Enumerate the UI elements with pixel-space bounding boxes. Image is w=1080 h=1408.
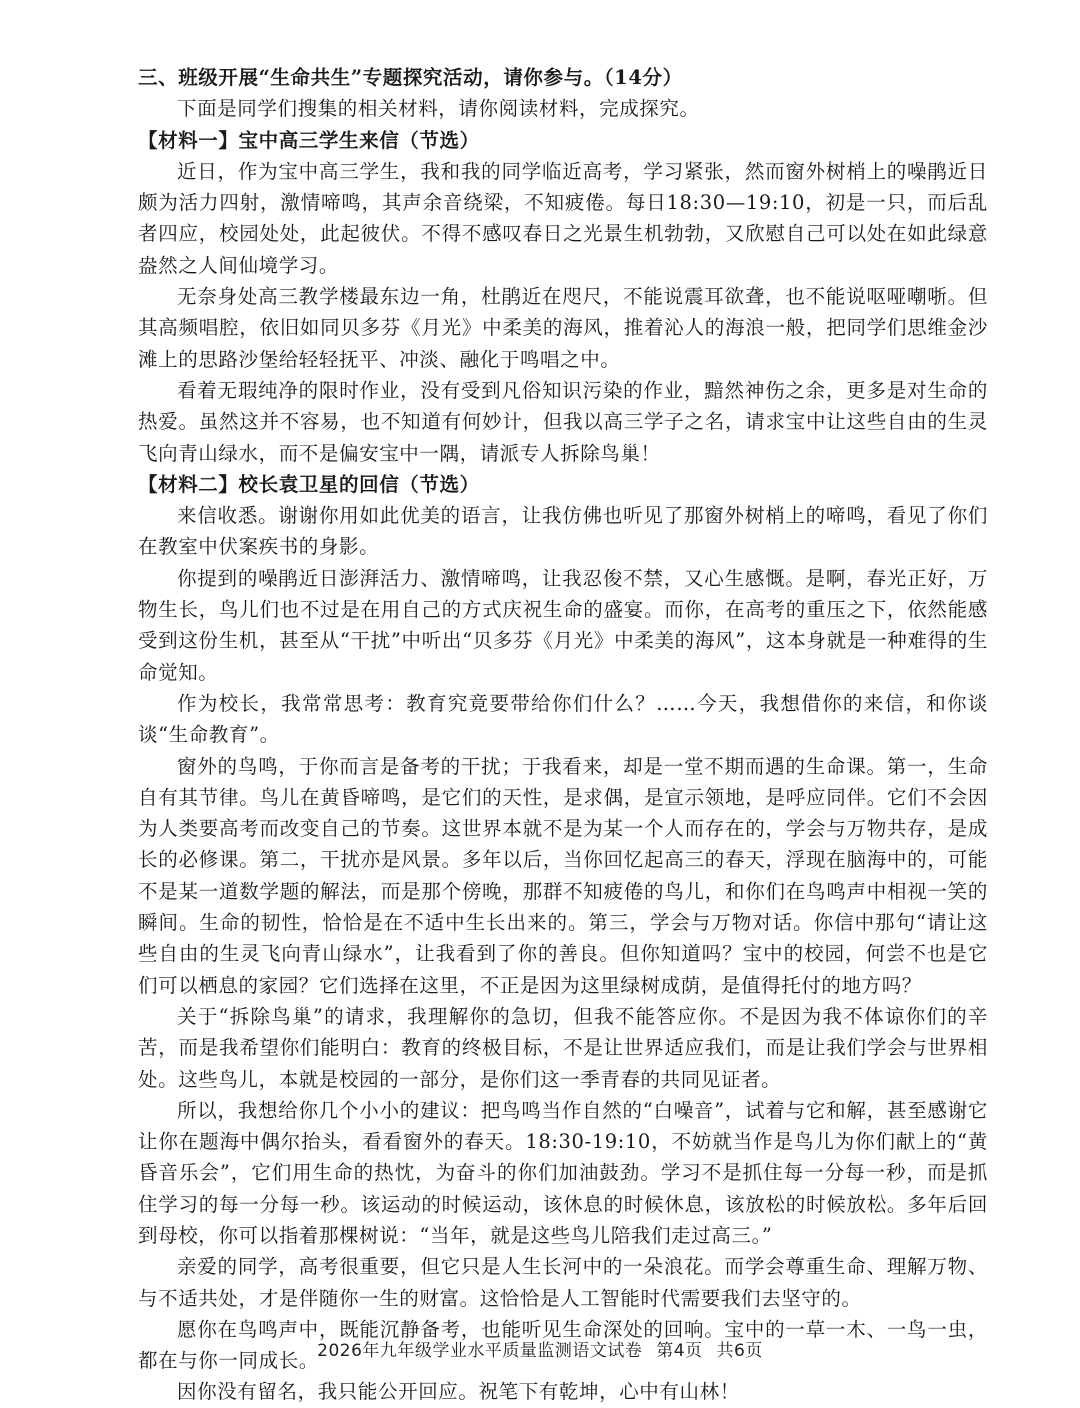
material-one-paragraph: 近日，作为宝中高三学生，我和我的同学临近高考，学习紧张，然而窗外树梢上的噪鹃近日颇为活力四射，激情啼鸣，其声余音绕梁，不知疲倦。每日18:30—19:10，初是一只，而后乱者四应，校园处处，此起彼伏。不得不感叹春日之光景生机勃勃，又欣慰自己可以处在如此绿意盎然之人间仙境学习。 <box>138 159 988 277</box>
page-total: 共6页 <box>716 1341 763 1361</box>
section-intro: 下面是同学们搜集的相关材料，请你阅读材料，完成探究。 <box>177 97 700 121</box>
material-one-paragraph: 看着无瑕纯净的限时作业，没有受到凡俗知识污染的作业，黯然神伤之余，更多是对生命的热爱。虽然这并不容易，也不知道有何妙计，但我以高三学子之名，请求宝中让这些自由的生灵飞向青山绿水，而不是偏安宝中一隅，请派专人拆除鸟巢！ <box>138 378 988 465</box>
material-two-paragraph: 因你没有留名，我只能公开回应。祝笔下有乾坤，心中有山林！ <box>177 1380 740 1404</box>
page-footer <box>0 1336 1080 1361</box>
material-two-title: 【材料二】校长袁卫星的回信（节选） <box>138 472 480 496</box>
page-number: 第4页 <box>656 1341 703 1361</box>
material-two-paragraph: 亲爱的同学，高考很重要，但它只是人生长河中的一朵浪花。而学会尊重生命、理解万物、与不适共处，才是伴随你一生的财富。这恰恰是人工智能时代需要我们去坚守的。 <box>138 1255 988 1310</box>
section-heading: 三、班级开展“生命共生”专题探究活动，请你参与。（14分） <box>138 66 683 89</box>
material-two-paragraph: 来信收悉。谢谢你用如此优美的语言，让我仿佛也听见了那窗外树梢上的啼鸣，看见了你们在教室中伏案疾书的身影。 <box>138 504 988 559</box>
material-two-paragraph: 窗外的鸟鸣，于你而言是备考的干扰；于我看来，却是一堂不期而遇的生命课。第一，生命自有其节律。鸟儿在黄昏啼鸣，是它们的天性，是求偶，是宣示领地，是呼应同伴。它们不会因为人类要高考而改变自己的节奏。这世界本就不是为某一个人而存在的，学会与万物共存，是成长的必修课。第二，干扰亦是风景。多年以后，当你回忆起高三的春天，浮现在脑海中的，可能不是某一道数学题的解法，而是那个傍晚，那群不知疲倦的鸟儿，和你们在鸟鸣声中相视一笑的瞬间。生命的韧性，恰恰是在不适中生长出来的。第三，学会与万物对话。你信中那句“请让这些自由的生灵飞向青山绿水”，让我看到了你的善良。但你知道吗？宝中的校园，何尝不也是它们可以栖息的家园？它们选择在这里，不正是因为这里绿树成荫，是值得托付的地方吗？ <box>138 754 988 997</box>
material-two-paragraph: 关于“拆除鸟巢”的请求，我理解你的急切，但我不能答应你。不是因为我不体谅你们的辛苦，而是我希望你们能明白：教育的终极目标，不是让世界适应我们，而是让我们学会与世界相处。这些鸟儿，本就是校园的一部分，是你们这一季青春的共同见证者。 <box>138 1004 988 1091</box>
material-two-paragraph: 作为校长，我常常思考：教育究竟要带给你们什么？……今天，我想借你的来信，和你谈谈“生命教育”。 <box>138 691 988 747</box>
material-one-title: 【材料一】宝中高三学生来信（节选） <box>138 128 480 152</box>
material-two-paragraph: 你提到的噪鹃近日澎湃活力、激情啼鸣，让我忍俊不禁，又心生感慨。是啊，春光正好，万物生长，鸟儿们也不过是在用自己的方式庆祝生命的盛宴。而你，在高考的重压之下，依然能感受到这份生机，甚至从“干扰”中听出“贝多芬《月光》中柔美的海风”，这本身就是一种难得的生命觉知。 <box>138 566 988 684</box>
material-one-paragraph: 无奈身处高三教学楼最东边一角，杜鹃近在咫尺，不能说震耳欲聋，也不能说呕哑嘲哳。但其高频唱腔，依旧如同贝多芬《月光》中柔美的海风，推着沁人的海浪一般，把同学们思维金沙滩上的思路沙堡给轻轻抚平、冲淡、融化于鸣唱之中。 <box>138 285 988 371</box>
material-two-paragraph: 所以，我想给你几个小小的建议：把鸟鸣当作自然的“白噪音”，试着与它和解，甚至感谢它让你在题海中偶尔抬头，看看窗外的春天。18:30-19:10，不妨就当作是鸟儿为你们献上的“黄昏音乐会”，它们用生命的热忱，为奋斗的你们加油鼓劲。学习不是抓住每一分每一秒，而是抓住学习的每一分每一秒。该运动的时候运动，该休息的时候休息，该放松的时候放松。多年后回到母校，你可以指着那棵树说：“当年，就是这些鸟儿陪我们走过高三。” <box>138 1098 988 1247</box>
material-two-paragraph: 愿你在鸟鸣声中，既能沉静备考，也能听见生命深处的回响。宝中的一草一木、一鸟一虫，都在与你一同成长。 <box>138 1317 988 1373</box>
exam-title: 2026年九年级学业水平质量监测语文试卷 <box>317 1341 643 1361</box>
exam-page <box>138 62 988 1408</box>
